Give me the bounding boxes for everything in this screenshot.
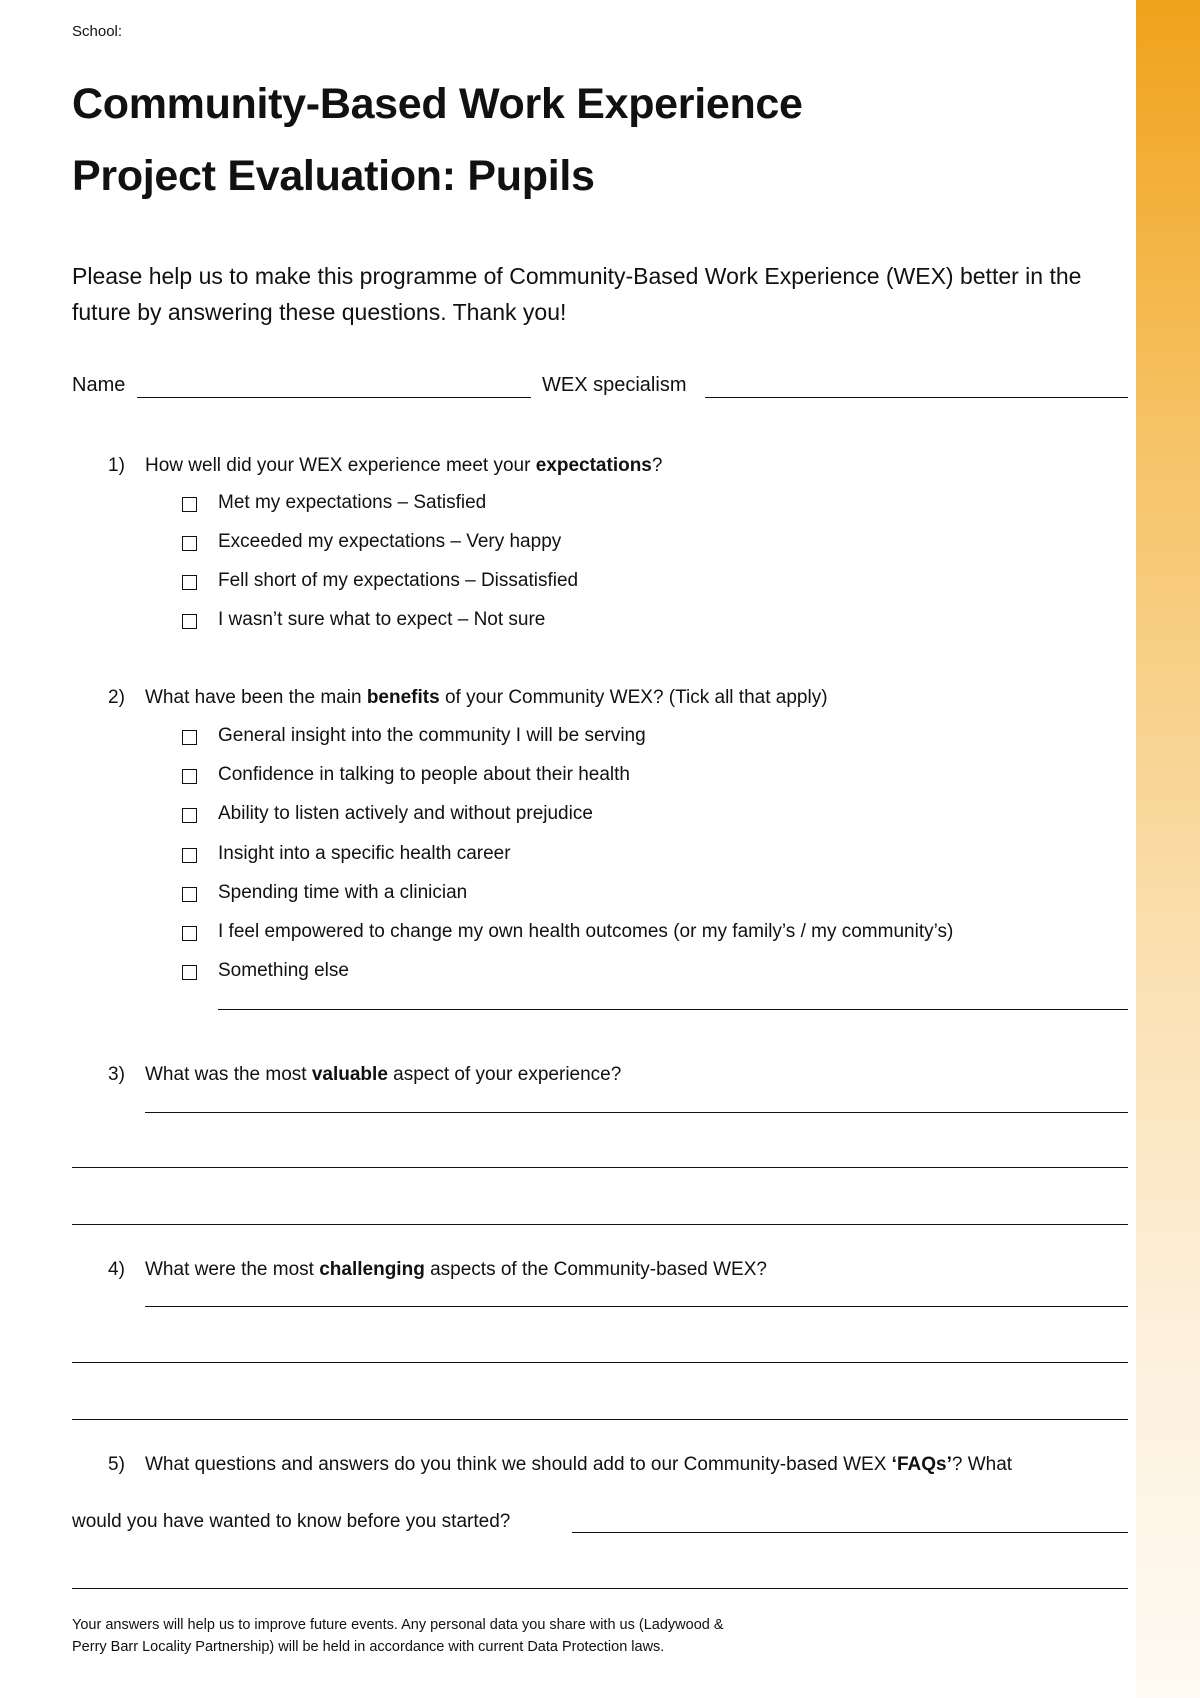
q2-option-checkbox[interactable] [182,848,197,863]
q1-option-checkbox[interactable] [182,497,197,512]
q3-answer-line[interactable] [145,1112,1128,1113]
q4-answer-line[interactable] [72,1362,1128,1363]
q1-option-label: Met my expectations – Satisfied [218,492,487,513]
q5-answer-line[interactable] [572,1532,1128,1533]
q2-option-label: Something else [218,960,349,981]
q3-question: What was the most valuable aspect of your experience? [145,1064,622,1085]
q4-answer-line[interactable] [72,1419,1128,1420]
q2-option-checkbox[interactable] [182,926,197,941]
q1-number: 1) [108,455,125,476]
q2-option-label: Spending time with a clinician [218,882,468,903]
q2-option-label: General insight into the community I will be serving [218,725,646,746]
something-else-answer-line[interactable] [218,1009,1128,1010]
q3-number: 3) [108,1064,125,1085]
q1-option-label: Exceeded my expectations – Very happy [218,531,562,552]
school-label: School: [72,23,123,40]
q2-option-checkbox[interactable] [182,808,197,823]
q2-option-checkbox[interactable] [182,730,197,745]
q3-answer-line[interactable] [72,1167,1128,1168]
intro-paragraph: Please help us to make this programme of Community-Based Work Experience (WEX) better in the future by answering these questions. Thank you! [72,263,1082,325]
q4-answer-line[interactable] [145,1306,1128,1307]
q5-number: 5) [108,1454,125,1475]
footer-line: Your answers will help us to improve future events. Any personal data you share with us (Ladywood & [72,1617,724,1633]
q5-question: What questions and answers do you think we should add to our Community-based WEX ‘FAQs’? What [145,1454,1013,1475]
page-title-line1: Community-Based Work Experience [72,80,803,128]
q2-option-label: Ability to listen actively and without prejudice [218,803,593,824]
wex-specialism-label: WEX specialism [542,374,687,396]
q4-question: What were the most challenging aspects of the Community-based WEX? [145,1259,767,1280]
decorative-gradient-bar [1136,0,1200,1698]
q5-question-line2: would you have wanted to know before you started? [72,1511,511,1532]
q2-option-label: Insight into a specific health career [218,843,511,864]
q2-option-label: I feel empowered to change my own health outcomes (or my family’s / my community’s) [218,921,954,942]
q2-option-checkbox[interactable] [182,887,197,902]
q1-option-label: I wasn’t sure what to expect – Not sure [218,609,546,630]
q1-option-label: Fell short of my expectations – Dissatisfied [218,570,579,591]
q1-option-checkbox[interactable] [182,575,197,590]
q2-number: 2) [108,687,125,708]
q2-question: What have been the main benefits of your Community WEX? (Tick all that apply) [145,687,828,708]
q1-option-checkbox[interactable] [182,536,197,551]
name-field-line[interactable] [137,397,531,398]
q2-option-label: Confidence in talking to people about their health [218,764,630,785]
q5-answer-line[interactable] [72,1588,1128,1589]
page-title-line2: Project Evaluation: Pupils [72,152,595,200]
q2-option-checkbox[interactable] [182,965,197,980]
footer-line: Perry Barr Locality Partnership) will be held in accordance with current Data Protection laws. [72,1639,665,1655]
data-protection-footer [72,1614,852,1658]
q4-number: 4) [108,1259,125,1280]
name-label: Name [72,374,126,396]
q3-answer-line[interactable] [72,1224,1128,1225]
q1-option-checkbox[interactable] [182,614,197,629]
q2-option-checkbox[interactable] [182,769,197,784]
q1-question: How well did your WEX experience meet your expectations? [145,455,663,476]
wex-specialism-field-line[interactable] [705,397,1128,398]
